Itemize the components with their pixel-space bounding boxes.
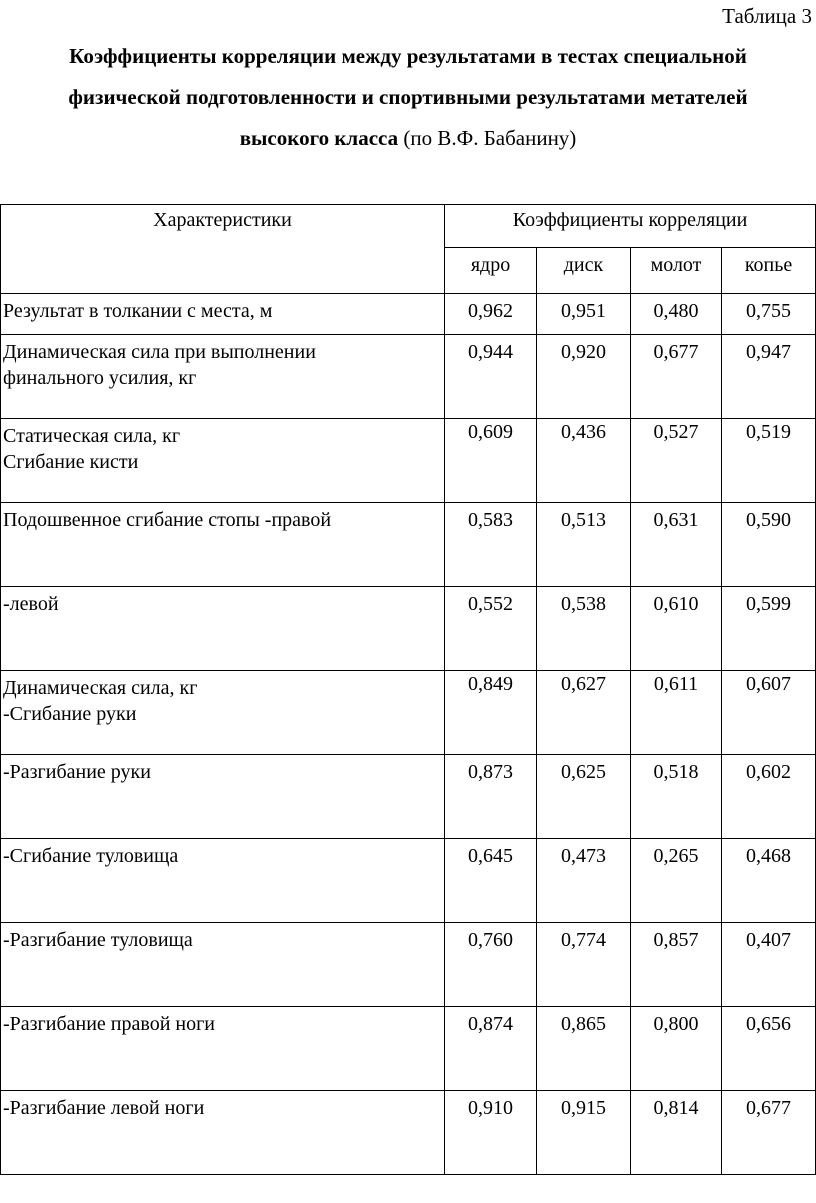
row-characteristic-line: -Разгибание правой ноги [3,1013,216,1035]
coefficient-cell-hammer: 0,800 [631,1007,722,1091]
table-number: Таблица 3 [722,4,812,28]
table-row [1,839,816,923]
row-characteristic-line: Динамическая сила при выполнении [3,341,316,363]
coefficient-cell-javelin: 0,519 [722,419,816,503]
row-characteristic [1,294,445,335]
coefficient-cell-javelin: 0,947 [722,335,816,419]
coefficient-cell-shot: 0,760 [445,923,537,1007]
table-row [1,755,816,839]
coefficient-cell-hammer: 0,631 [631,503,722,587]
coefficient-cell-discus: 0,951 [537,294,631,335]
coefficient-cell-shot: 0,849 [445,671,537,755]
coefficient-cell-hammer: 0,857 [631,923,722,1007]
table-row [1,294,816,335]
row-characteristic-line: финального усилия, кг [3,367,197,389]
coefficient-cell-javelin: 0,599 [722,587,816,671]
coefficient-cell-shot: 0,962 [445,294,537,335]
coefficient-cell-discus: 0,627 [537,671,631,755]
coefficient-cell-shot: 0,609 [445,419,537,503]
column-header-shot: ядро [445,248,537,294]
header-characteristics: Характеристики [1,205,445,294]
title-line-3 [0,118,816,159]
table-row [1,923,816,1007]
table-row [1,335,816,419]
coefficient-cell-shot: 0,910 [445,1091,537,1175]
coefficient-cell-discus: 0,865 [537,1007,631,1091]
row-characteristic-line: -Сгибание туловища [3,845,179,867]
coefficient-cell-javelin: 0,590 [722,503,816,587]
coefficient-cell-javelin: 0,468 [722,839,816,923]
title-line-2: физической подготовленности и спортивными результатами метателей [68,85,748,109]
row-characteristic [1,335,445,419]
coefficient-cell-discus: 0,513 [537,503,631,587]
coefficient-cell-shot: 0,944 [445,335,537,419]
coefficient-cell-shot: 0,583 [445,503,537,587]
row-characteristic [1,923,445,1007]
coefficient-cell-hammer: 0,527 [631,419,722,503]
coefficient-cell-hammer: 0,518 [631,755,722,839]
coefficient-cell-hammer: 0,814 [631,1091,722,1175]
row-characteristic-line: -Разгибание левой ноги [3,1097,205,1119]
row-characteristic-line: Результат в толкании с места, м [3,300,273,322]
row-characteristic [1,755,445,839]
correlation-table [0,204,816,1175]
coefficient-cell-discus: 0,538 [537,587,631,671]
coefficient-cell-discus: 0,436 [537,419,631,503]
coefficient-cell-hammer: 0,610 [631,587,722,671]
row-characteristic-line: -левой [3,593,59,615]
row-characteristic [1,1091,445,1175]
row-characteristic [1,503,445,587]
header-row [1,205,816,248]
coefficient-cell-discus: 0,920 [537,335,631,419]
row-characteristic [1,587,445,671]
row-characteristic-line: -Сгибание руки [3,703,137,725]
row-characteristic [1,419,445,503]
column-header-discus: диск [537,248,631,294]
coefficient-cell-hammer: 0,677 [631,335,722,419]
row-characteristic [1,1007,445,1091]
header-coefficients: Коэффициенты корреляции [445,205,816,248]
coefficient-cell-discus: 0,473 [537,839,631,923]
coefficient-cell-shot: 0,645 [445,839,537,923]
row-characteristic-line: Сгибание кисти [3,451,139,473]
coefficient-cell-javelin: 0,656 [722,1007,816,1091]
table-row [1,503,816,587]
coefficient-cell-javelin: 0,607 [722,671,816,755]
coefficient-cell-shot: 0,874 [445,1007,537,1091]
coefficient-cell-javelin: 0,677 [722,1091,816,1175]
coefficient-cell-hammer: 0,611 [631,671,722,755]
table-row [1,671,816,755]
row-characteristic [1,839,445,923]
coefficient-cell-discus: 0,774 [537,923,631,1007]
title-line-1: Коэффициенты корреляции между результатами в тестах специальной [69,44,747,68]
table-row [1,1007,816,1091]
coefficient-cell-shot: 0,873 [445,755,537,839]
table-title [0,36,816,159]
table-row [1,587,816,671]
table-row [1,1091,816,1175]
coefficient-cell-shot: 0,552 [445,587,537,671]
title-line-3-source: (по В.Ф. Бабанину) [398,126,577,150]
table-row [1,419,816,503]
row-characteristic [1,671,445,755]
column-header-hammer: молот [631,248,722,294]
coefficient-cell-javelin: 0,755 [722,294,816,335]
row-characteristic-line: -Разгибание руки [3,761,151,783]
row-characteristic-line: Динамическая сила, кг [3,677,198,699]
row-characteristic-line: Статическая сила, кг [3,425,181,447]
coefficient-cell-javelin: 0,602 [722,755,816,839]
row-characteristic-line: -Разгибание туловища [3,929,193,951]
title-line-3-bold: высокого класса [239,126,399,150]
coefficient-cell-hammer: 0,480 [631,294,722,335]
column-header-javelin: копье [722,248,816,294]
coefficient-cell-discus: 0,625 [537,755,631,839]
coefficient-cell-hammer: 0,265 [631,839,722,923]
coefficient-cell-discus: 0,915 [537,1091,631,1175]
coefficient-cell-javelin: 0,407 [722,923,816,1007]
row-characteristic-line: Подошвенное сгибание стопы -правой [3,509,332,531]
